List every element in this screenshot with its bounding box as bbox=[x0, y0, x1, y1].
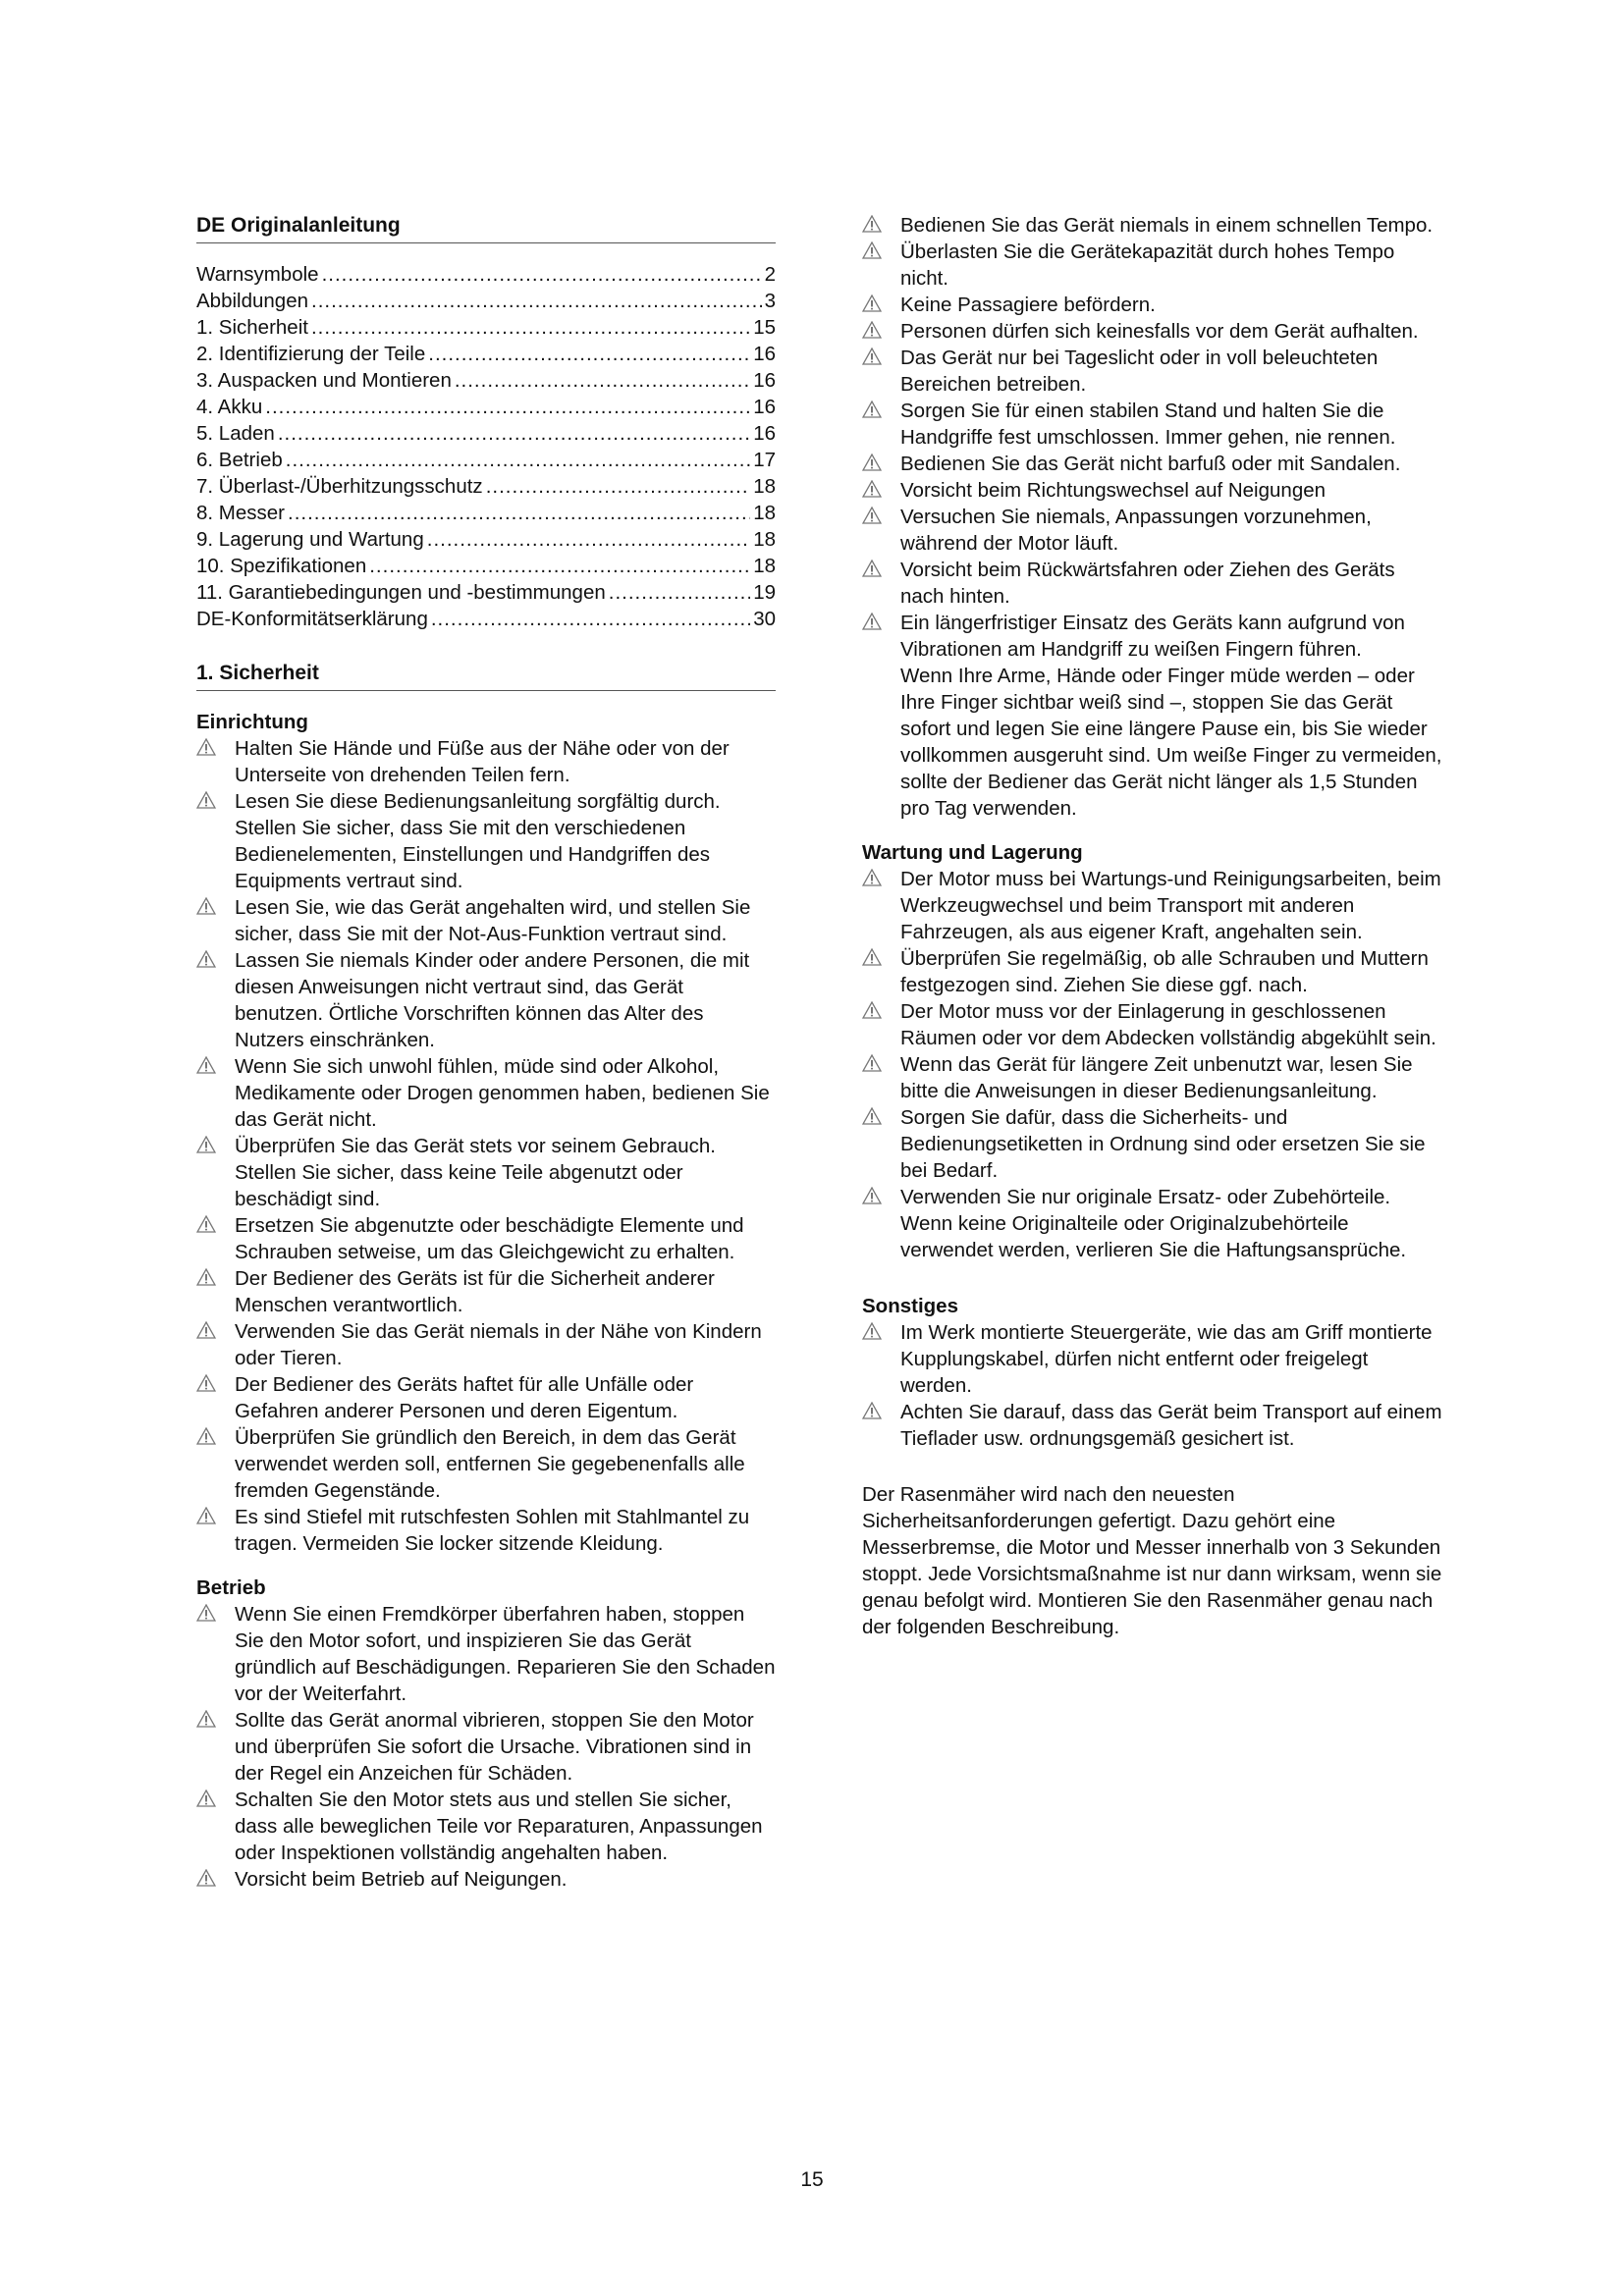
toc-entry-label: 11. Garantiebedingungen und -bestimmungen bbox=[196, 581, 606, 604]
list-item-text: Personen dürfen sich keinesfalls vor dem Gerät aufhalten. bbox=[900, 320, 1419, 343]
list-item bbox=[196, 1866, 776, 1893]
table-of-contents bbox=[196, 261, 776, 632]
toc-entry-label: 3. Auspacken und Montieren bbox=[196, 369, 452, 392]
list-item-text: Keine Passagiere befördern. bbox=[900, 294, 1156, 316]
einrichtung-list bbox=[196, 735, 776, 1557]
warning-triangle-icon bbox=[196, 1504, 235, 1524]
list-item bbox=[196, 1133, 776, 1212]
toc-entry-label: 9. Lagerung und Wartung bbox=[196, 528, 424, 551]
subsection-title-betrieb: Betrieb bbox=[196, 1576, 266, 1599]
list-item bbox=[862, 1399, 1443, 1452]
warning-triangle-icon bbox=[862, 998, 900, 1019]
list-item-text: Schalten Sie den Motor stets aus und stellen Sie sicher, dass alle beweglichen Teile vor Reparaturen, Anpassungen oder Inspektionen vollständig angehalten haben. bbox=[235, 1789, 763, 1864]
list-item-text: Bedienen Sie das Gerät niemals in einem schnellen Tempo. bbox=[900, 214, 1434, 237]
list-item bbox=[862, 239, 1443, 292]
toc-entry-label: 8. Messer bbox=[196, 502, 285, 524]
list-item bbox=[862, 318, 1443, 345]
warning-triangle-icon bbox=[862, 398, 900, 418]
toc-entry-page: 19 bbox=[753, 581, 776, 604]
warning-triangle-icon bbox=[862, 866, 900, 886]
toc-entry-page: 16 bbox=[753, 343, 776, 365]
list-item bbox=[196, 1318, 776, 1371]
toc-entry-page: 30 bbox=[753, 608, 776, 630]
warning-triangle-icon bbox=[862, 1104, 900, 1125]
list-item-text: Ersetzen Sie abgenutzte oder beschädigte Elemente und Schrauben setweise, um das Gleichgewicht zu erhalten. bbox=[235, 1214, 744, 1263]
list-item-text: Überprüfen Sie regelmäßig, ob alle Schrauben und Muttern festgezogen sind. Ziehen Sie diese ggf. nach. bbox=[900, 947, 1429, 996]
warning-triangle-icon bbox=[196, 1424, 235, 1445]
warning-triangle-icon bbox=[862, 1319, 900, 1340]
list-item-text: Lesen Sie, wie das Gerät angehalten wird, und stellen Sie sicher, dass Sie mit der Not-Aus-Funktion vertraut sind. bbox=[235, 896, 751, 945]
toc-entry-label: Abbildungen bbox=[196, 290, 308, 312]
toc-entry-page: 16 bbox=[753, 396, 776, 418]
list-item bbox=[196, 1504, 776, 1557]
toc-entry bbox=[196, 447, 776, 473]
list-item-text: Vorsicht beim Betrieb auf Neigungen. bbox=[235, 1868, 568, 1891]
list-item-text: Der Motor muss vor der Einlagerung in geschlossenen Räumen oder vor dem Abdecken vollständig abgekühlt sein. bbox=[900, 1000, 1436, 1049]
toc-entry-label: DE-Konformitätserklärung bbox=[196, 608, 428, 630]
subsection-title-sonstiges: Sonstiges bbox=[862, 1295, 958, 1317]
toc-entry bbox=[196, 341, 776, 367]
toc-leader-dots bbox=[369, 553, 750, 579]
list-item bbox=[862, 292, 1443, 318]
toc-leader-dots bbox=[311, 314, 750, 341]
toc-entry-page: 18 bbox=[753, 528, 776, 551]
warning-triangle-icon bbox=[862, 945, 900, 966]
warning-triangle-icon bbox=[196, 1787, 235, 1807]
list-item-text: Verwenden Sie nur originale Ersatz- oder Zubehörteile. Wenn keine Originalteile oder Originalzubehörteile verwendet werden, verlieren Sie die Haftungsansprüche. bbox=[900, 1186, 1407, 1261]
toc-entry bbox=[196, 261, 776, 288]
toc-entry bbox=[196, 473, 776, 500]
list-item bbox=[862, 1051, 1443, 1104]
list-item-text: Das Gerät nur bei Tageslicht oder in voll beleuchteten Bereichen betreiben. bbox=[900, 347, 1379, 396]
toc-entry bbox=[196, 314, 776, 341]
warning-triangle-icon bbox=[196, 947, 235, 968]
warning-triangle-icon bbox=[196, 1866, 235, 1887]
warning-triangle-icon bbox=[862, 1051, 900, 1072]
toc-entry-label: 10. Spezifikationen bbox=[196, 555, 367, 577]
section-title-safety: 1. Sicherheit bbox=[196, 660, 776, 691]
list-item-text: Wenn das Gerät für längere Zeit unbenutzt war, lesen Sie bitte die Anweisungen in dieser Bedienungsanleitung. bbox=[900, 1053, 1413, 1102]
toc-leader-dots bbox=[278, 420, 750, 447]
toc-entry bbox=[196, 579, 776, 606]
vibration-warning-continuation: Wenn Ihre Arme, Hände oder Finger müde werden – oder Ihre Finger sichtbar weiß sind –, stoppen Sie das Gerät sofort und legen Sie eine längere Pause ein, bis Sie wieder vollkommen ausgeruht sind. Um weiße Finger zu vermeiden, sollte der Bediener das Gerät nicht länger als 1,5 Stunden pro Tag verwenden. bbox=[900, 665, 1442, 820]
left-column bbox=[196, 212, 776, 1893]
toc-entry-label: Warnsymbole bbox=[196, 263, 319, 286]
warning-triangle-icon bbox=[862, 477, 900, 498]
list-item-text: Achten Sie darauf, dass das Gerät beim Transport auf einem Tieflader usw. ordnungsgemäß gesichert ist. bbox=[900, 1401, 1442, 1450]
toc-entry-label: 6. Betrieb bbox=[196, 449, 283, 471]
toc-leader-dots bbox=[427, 526, 750, 553]
betrieb-list-part1 bbox=[196, 1601, 776, 1893]
toc-entry bbox=[196, 367, 776, 394]
list-item bbox=[196, 894, 776, 947]
warning-triangle-icon bbox=[196, 1707, 235, 1728]
warning-triangle-icon bbox=[196, 1265, 235, 1286]
toc-entry-page: 18 bbox=[753, 475, 776, 498]
list-item bbox=[862, 477, 1443, 504]
list-item bbox=[862, 504, 1443, 557]
toc-entry bbox=[196, 288, 776, 314]
list-item-text: Der Bediener des Geräts ist für die Sicherheit anderer Menschen verantwortlich. bbox=[235, 1267, 715, 1316]
list-item bbox=[862, 345, 1443, 398]
list-item bbox=[196, 1053, 776, 1133]
list-item-text: Bedienen Sie das Gerät nicht barfuß oder mit Sandalen. bbox=[900, 453, 1401, 475]
warning-triangle-icon bbox=[862, 318, 900, 339]
list-item-text: Halten Sie Hände und Füße aus der Nähe oder von der Unterseite von drehenden Teilen fern. bbox=[235, 737, 730, 786]
list-item bbox=[196, 1787, 776, 1866]
list-item bbox=[862, 451, 1443, 477]
warning-triangle-icon bbox=[196, 788, 235, 809]
list-item-text: Im Werk montierte Steuergeräte, wie das am Griff montierte Kupplungskabel, dürfen nicht entfernt oder freigelegt werden. bbox=[900, 1321, 1433, 1397]
list-item-text: Verwenden Sie das Gerät niemals in der Nähe von Kindern oder Tieren. bbox=[235, 1320, 762, 1369]
page-number: 15 bbox=[800, 2168, 824, 2191]
toc-entry-label: 7. Überlast-/Überhitzungsschutz bbox=[196, 475, 483, 498]
toc-leader-dots bbox=[431, 606, 750, 632]
list-item-text: Der Motor muss bei Wartungs-und Reinigungsarbeiten, beim Werkzeugwechsel und beim Transport mit anderen Fahrzeugen, als aus eigener Kraft, angehalten sein. bbox=[900, 868, 1441, 943]
warning-triangle-icon bbox=[862, 292, 900, 312]
toc-entry-page: 18 bbox=[753, 502, 776, 524]
list-item bbox=[862, 610, 1443, 822]
list-item bbox=[196, 1707, 776, 1787]
warning-triangle-icon bbox=[862, 610, 900, 630]
list-item-text: Sollte das Gerät anormal vibrieren, stoppen Sie den Motor und überprüfen Sie sofort die Ursache. Vibrationen sind in der Regel ein Anzeichen für Schäden. bbox=[235, 1709, 754, 1785]
subsection-title-einrichtung: Einrichtung bbox=[196, 711, 308, 733]
toc-entry bbox=[196, 420, 776, 447]
toc-leader-dots bbox=[609, 579, 750, 606]
warning-triangle-icon bbox=[196, 1371, 235, 1392]
warning-triangle-icon bbox=[862, 557, 900, 577]
toc-leader-dots bbox=[311, 288, 762, 314]
list-item bbox=[862, 1319, 1443, 1399]
warning-triangle-icon bbox=[196, 1318, 235, 1339]
list-item bbox=[862, 945, 1443, 998]
list-item bbox=[862, 1104, 1443, 1184]
list-item bbox=[862, 998, 1443, 1051]
list-item bbox=[196, 1371, 776, 1424]
list-item-text: Wenn Sie sich unwohl fühlen, müde sind oder Alkohol, Medikamente oder Drogen genommen haben, bedienen Sie das Gerät nicht. bbox=[235, 1055, 770, 1131]
toc-entry-label: 5. Laden bbox=[196, 422, 275, 445]
list-item-text: Vorsicht beim Richtungswechsel auf Neigungen bbox=[900, 479, 1326, 502]
warning-triangle-icon bbox=[862, 212, 900, 233]
toc-entry-page: 15 bbox=[753, 316, 776, 339]
toc-entry-label: 2. Identifizierung der Teile bbox=[196, 343, 426, 365]
toc-entry-page: 16 bbox=[753, 369, 776, 392]
list-item-text: Es sind Stiefel mit rutschfesten Sohlen mit Stahlmantel zu tragen. Vermeiden Sie locker sitzende Kleidung. bbox=[235, 1506, 750, 1555]
list-item bbox=[196, 1424, 776, 1504]
toc-leader-dots bbox=[286, 447, 750, 473]
warning-triangle-icon bbox=[862, 504, 900, 524]
list-item bbox=[862, 212, 1443, 239]
toc-leader-dots bbox=[428, 341, 750, 367]
toc-leader-dots bbox=[455, 367, 750, 394]
toc-leader-dots bbox=[288, 500, 750, 526]
list-item bbox=[196, 1601, 776, 1707]
vibration-warning-text: Ein längerfristiger Einsatz des Geräts kann aufgrund von Vibrationen am Handgriff zu weißen Fingern führen. bbox=[900, 612, 1405, 661]
toc-title: DE Originalanleitung bbox=[196, 212, 776, 243]
list-item-text: Überprüfen Sie gründlich den Bereich, in dem das Gerät verwendet werden soll, entfernen Sie gegebenenfalls alle fremden Gegenstände. bbox=[235, 1426, 745, 1502]
list-item bbox=[196, 788, 776, 894]
toc-entry-page: 18 bbox=[753, 555, 776, 577]
list-item bbox=[862, 1184, 1443, 1263]
toc-leader-dots bbox=[486, 473, 751, 500]
toc-entry bbox=[196, 500, 776, 526]
list-item bbox=[196, 1265, 776, 1318]
warning-triangle-icon bbox=[196, 1601, 235, 1622]
list-item-text: Lesen Sie diese Bedienungsanleitung sorgfältig durch. Stellen Sie sicher, dass Sie mit den verschiedenen Bedienelementen, Einstellungen und Handgriffen des Equipments vertraut sind. bbox=[235, 790, 721, 892]
closing-paragraph: Der Rasenmäher wird nach den neuesten Sicherheitsanforderungen gefertigt. Dazu gehört eine Messerbremse, die Motor und Messer innerhalb von 3 Sekunden stoppt. Jede Vorsichtsmaßnahme ist nur dann wirksam, wenn sie genau befolgt wird. Montieren Sie den Rasenmäher genau nach der folgenden Beschreibung. bbox=[862, 1483, 1442, 1638]
warning-triangle-icon bbox=[196, 1133, 235, 1153]
toc-entry bbox=[196, 394, 776, 420]
toc-entry bbox=[196, 606, 776, 632]
wartung-list bbox=[862, 866, 1443, 1263]
warning-triangle-icon bbox=[862, 239, 900, 259]
list-item bbox=[862, 866, 1443, 945]
warning-triangle-icon bbox=[862, 345, 900, 365]
warning-triangle-icon bbox=[196, 894, 235, 915]
list-item bbox=[862, 557, 1443, 610]
warning-triangle-icon bbox=[196, 735, 235, 756]
list-item-text: Vorsicht beim Rückwärtsfahren oder Ziehen des Geräts nach hinten. bbox=[900, 559, 1395, 608]
list-item-text: Der Bediener des Geräts haftet für alle Unfälle oder Gefahren anderer Personen und deren Eigentum. bbox=[235, 1373, 694, 1422]
warning-triangle-icon bbox=[862, 1399, 900, 1419]
list-item-text: Lassen Sie niemals Kinder oder andere Personen, die mit diesen Anweisungen nicht vertraut sind, das Gerät benutzen. Örtliche Vorschriften können das Alter des Nutzers einschränken. bbox=[235, 949, 750, 1051]
list-item bbox=[862, 398, 1443, 451]
right-column bbox=[862, 212, 1443, 1661]
list-item-text: Überprüfen Sie das Gerät stets vor seinem Gebrauch. Stellen Sie sicher, dass keine Teile abgenutzt oder beschädigt sind. bbox=[235, 1135, 716, 1210]
warning-triangle-icon bbox=[862, 1184, 900, 1204]
toc-leader-dots bbox=[265, 394, 750, 420]
sonstiges-list bbox=[862, 1319, 1443, 1452]
list-item-text: Sorgen Sie für einen stabilen Stand und halten Sie die Handgriffe fest umschlossen. Immer gehen, nie rennen. bbox=[900, 400, 1396, 449]
toc-leader-dots bbox=[322, 261, 762, 288]
betrieb-list-part2 bbox=[862, 212, 1443, 610]
toc-entry-page: 3 bbox=[764, 290, 776, 312]
toc-entry bbox=[196, 526, 776, 553]
toc-entry-page: 2 bbox=[764, 263, 776, 286]
warning-triangle-icon bbox=[862, 451, 900, 471]
warning-triangle-icon bbox=[196, 1053, 235, 1074]
list-item-text: Sorgen Sie dafür, dass die Sicherheits- und Bedienungsetiketten in Ordnung sind oder ersetzen Sie sie bei Bedarf. bbox=[900, 1106, 1426, 1182]
list-item bbox=[196, 1212, 776, 1265]
toc-entry-label: 1. Sicherheit bbox=[196, 316, 308, 339]
toc-entry-page: 16 bbox=[753, 422, 776, 445]
list-item bbox=[196, 735, 776, 788]
list-item-text: Wenn Sie einen Fremdkörper überfahren haben, stoppen Sie den Motor sofort, und inspizieren Sie das Gerät gründlich auf Beschädigungen. Reparieren Sie den Schaden vor der Weiterfahrt. bbox=[235, 1603, 776, 1705]
list-item-text: Überlasten Sie die Gerätekapazität durch hohes Tempo nicht. bbox=[900, 240, 1395, 290]
warning-triangle-icon bbox=[196, 1212, 235, 1233]
subsection-title-wartung: Wartung und Lagerung bbox=[862, 841, 1083, 864]
toc-entry-page: 17 bbox=[753, 449, 776, 471]
toc-entry bbox=[196, 553, 776, 579]
toc-entry-label: 4. Akku bbox=[196, 396, 263, 418]
list-item bbox=[196, 947, 776, 1053]
betrieb-vibration-list bbox=[862, 610, 1443, 822]
list-item-text: Versuchen Sie niemals, Anpassungen vorzunehmen, während der Motor läuft. bbox=[900, 506, 1372, 555]
